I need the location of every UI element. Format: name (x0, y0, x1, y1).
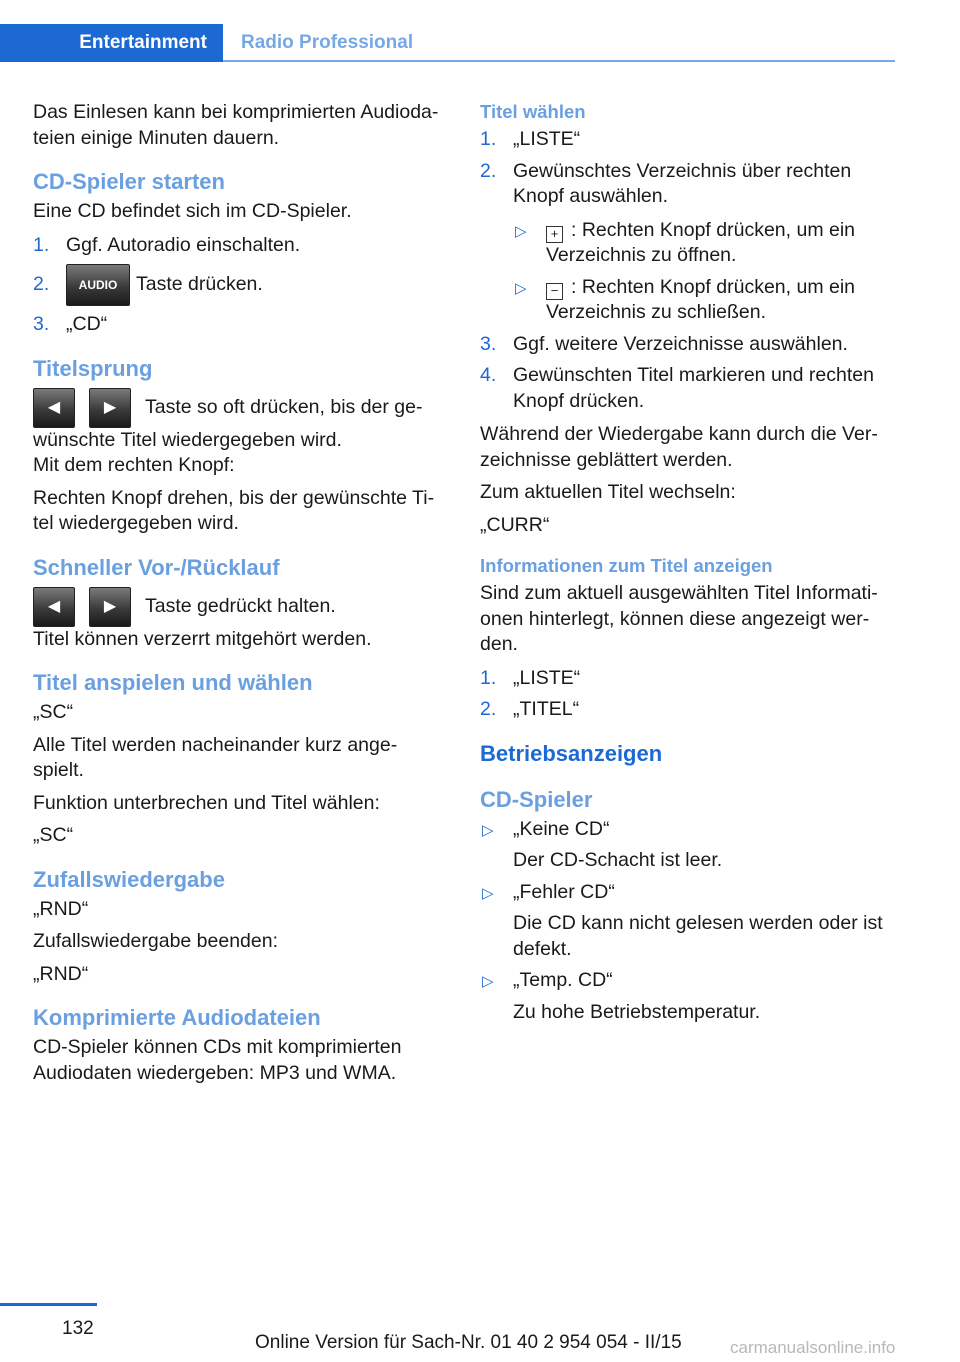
list-item: 1. Ggf. Autoradio einschalten. (33, 233, 301, 256)
section-title-compressed: Komprimierte Audiodateien (33, 1005, 321, 1030)
plus-box-icon: + (546, 226, 563, 243)
select-track-p3: „CURR“ (480, 513, 550, 536)
random-p3: „RND“ (33, 962, 89, 985)
fast-forward-text: ◀ ▶ Taste gedrückt halten. (33, 587, 453, 627)
list-item: ▷ + : Rechten Knopf drücken, um ein Verzeichnis zu öffnen. (515, 218, 855, 266)
left-column (33, 100, 453, 1093)
tab-entertainment[interactable]: Entertainment (0, 24, 223, 62)
intro-text: Das Einlesen kann bei komprimierten Audioda‐ teien einige Minuten dauern. (33, 101, 439, 149)
watermark: carmanualsonline.info (730, 1338, 896, 1357)
section-title-cd-start: CD-Spieler starten (33, 169, 225, 194)
list-item: 2. AUDIO Taste drücken. (33, 264, 453, 306)
section-title-select-track: Titel wählen (480, 101, 586, 122)
list-item: 4. Gewünschten Titel markieren und rechten Knopf drücken. (480, 364, 874, 412)
titelsprung-text: ◀ ▶ Taste so oft drücken, bis der ge‐ wünschte Titel wiedergegeben wird. (33, 388, 453, 454)
track-info-steps (480, 666, 900, 723)
scan-p4: „SC“ (33, 824, 74, 846)
section-title-titelsprung: Titelsprung (33, 355, 153, 381)
list-item: 2. „TITEL“ (480, 698, 580, 720)
section-title-random: Zufallswiedergabe (33, 866, 225, 892)
list-item: ▷ „Temp. CD“ Zu hohe Betriebstemperatur. (482, 969, 761, 1023)
previous-track-icon: ◀ (33, 388, 75, 428)
cd-start-text: Eine CD befindet sich im CD-Spieler. (33, 200, 352, 222)
folder-actions (513, 218, 900, 326)
track-info-p1: Sind zum aktuell ausgewählten Titel Informati‐ onen hinterlegt, können diese angezeigt wer‐ den. (480, 582, 878, 655)
scan-p3: Funktion unterbrechen und Titel wählen: (33, 791, 380, 814)
minus-box-icon: − (546, 283, 563, 300)
next-track-icon: ▶ (89, 388, 131, 428)
scan-p2: Alle Titel werden nacheinander kurz ange‐ spielt. (33, 733, 398, 781)
list-item: ▷ − : Rechten Knopf drücken, um ein Verzeichnis zu schließen. (515, 275, 855, 323)
compressed-p1: CD-Spieler können CDs mit komprimierten Audiodaten wiedergeben: MP3 und WMA. (33, 1036, 402, 1084)
right-column (480, 100, 900, 1033)
section-title-fast-forward: Schneller Vor-/Rücklauf (33, 554, 280, 580)
header-divider (223, 60, 895, 62)
random-p2: Zufallswiedergabe beenden: (33, 930, 279, 952)
fast-forward-p1: Titel können verzerrt mitgehört werden. (33, 627, 372, 650)
list-item: 1. „LISTE“ (480, 666, 581, 689)
scan-p1: „SC“ (33, 701, 74, 723)
list-item: ▷ „Keine CD“ Der CD-Schacht ist leer. (482, 817, 723, 871)
section-title-cd-player: CD-Spieler (480, 786, 593, 812)
footer-online-version: Online Version für Sach-Nr. 01 40 2 954 054 - II/15 (255, 1332, 682, 1353)
list-item: 1. „LISTE“ (480, 128, 581, 150)
titelsprung-p2: Rechten Knopf drehen, bis der gewünschte Ti‐ tel wiedergegeben wird. (33, 486, 435, 534)
audio-button-icon: AUDIO (66, 264, 130, 306)
cd-status-list (480, 817, 900, 1026)
section-title-scan: Titel anspielen und wählen (33, 670, 313, 695)
section-title-track-info: Informationen zum Titel anzeigen (480, 555, 773, 576)
tab-radio-professional[interactable]: Radio Professional (241, 32, 414, 53)
list-item: 3. Ggf. weitere Verzeichnisse auswählen. (480, 332, 848, 355)
rewind-icon: ◀ (33, 587, 75, 627)
list-item: 2. Gewünschtes Verzeichnis über rechten Knopf auswählen. ▷ + : Rechten Knopf drücken, um ein Verzeichnis zu öffnen. ▷ − : Rechten Knopf drücken, um ein Verzeichnis zu schließen. (480, 159, 900, 326)
select-track-p1: Während der Wiedergabe kann durch die Ver‐ zeichnisse geblättert werden. (480, 423, 878, 471)
select-track-p2: Zum aktuellen Titel wechseln: (480, 481, 736, 503)
section-title-status-displays: Betriebsanzeigen (480, 740, 663, 766)
select-track-steps (480, 127, 900, 414)
page-number: 132 (62, 1318, 94, 1339)
forward-icon: ▶ (89, 587, 131, 627)
titelsprung-p1: Mit dem rechten Knopf: (33, 454, 235, 476)
list-item: 3. „CD“ (33, 313, 108, 335)
cd-start-steps (33, 233, 453, 338)
random-p1: „RND“ (33, 897, 89, 920)
footer-divider (0, 1303, 97, 1306)
header-bar (0, 24, 895, 62)
list-item: ▷ „Fehler CD“ Die CD kann nicht gelesen werden oder ist defekt. (482, 880, 883, 960)
